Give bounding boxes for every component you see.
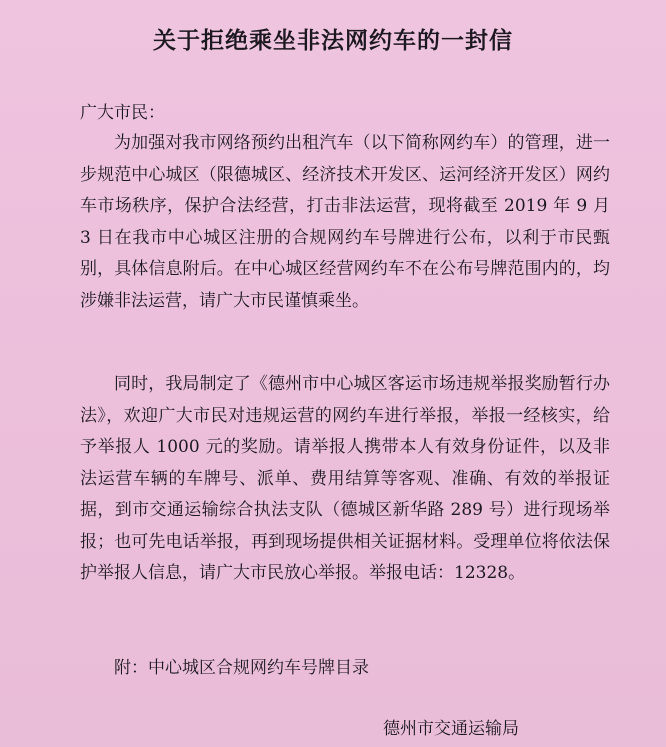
- signature: 德州市交通运输局: [383, 719, 519, 739]
- attachment-note: 附：中心城区合规网约车号牌目录: [114, 658, 369, 678]
- body-paragraph-2: 同时，我局制定了《德州市中心城区客运市场违规举报奖励暂行办法》，欢迎广大市民对违规运营的网约车进行举报，举报一经核实，给予举报人 1000 元的奖励。请举报人携带本人有效身份证件，以及非法运营车辆的车牌号、派单、费用结算等客观、准确、有效的举报证据，到市交通运输综合执法支队（德城区新华路 289 号）进行现场举报；也可先电话举报，再到现场提供相关证据材料。受理单位将依法保护举报人信息，请广大市民放心举报。举报电话：12328。: [80, 374, 610, 583]
- salutation: 广大市民：: [80, 103, 165, 123]
- body-paragraph-1: 为加强对我市网络预约出租汽车（以下简称网约车）的管理，进一步规范中心城区（限德城区、经济技术开发区、运河经济开发区）网约车市场秩序，保护合法经营，打击非法运营，现将截至 2019 年 9 月 3 日在我市中心城区注册的合规网约车号牌进行公布，以利于市民甄别，具体信息附后。在中心城区经营网约车不在公布号牌范围内的，均涉嫌非法运营，请广大市民谨慎乘坐。: [80, 133, 610, 311]
- letter-title: 关于拒绝乘坐非法网约车的一封信: [153, 27, 513, 54]
